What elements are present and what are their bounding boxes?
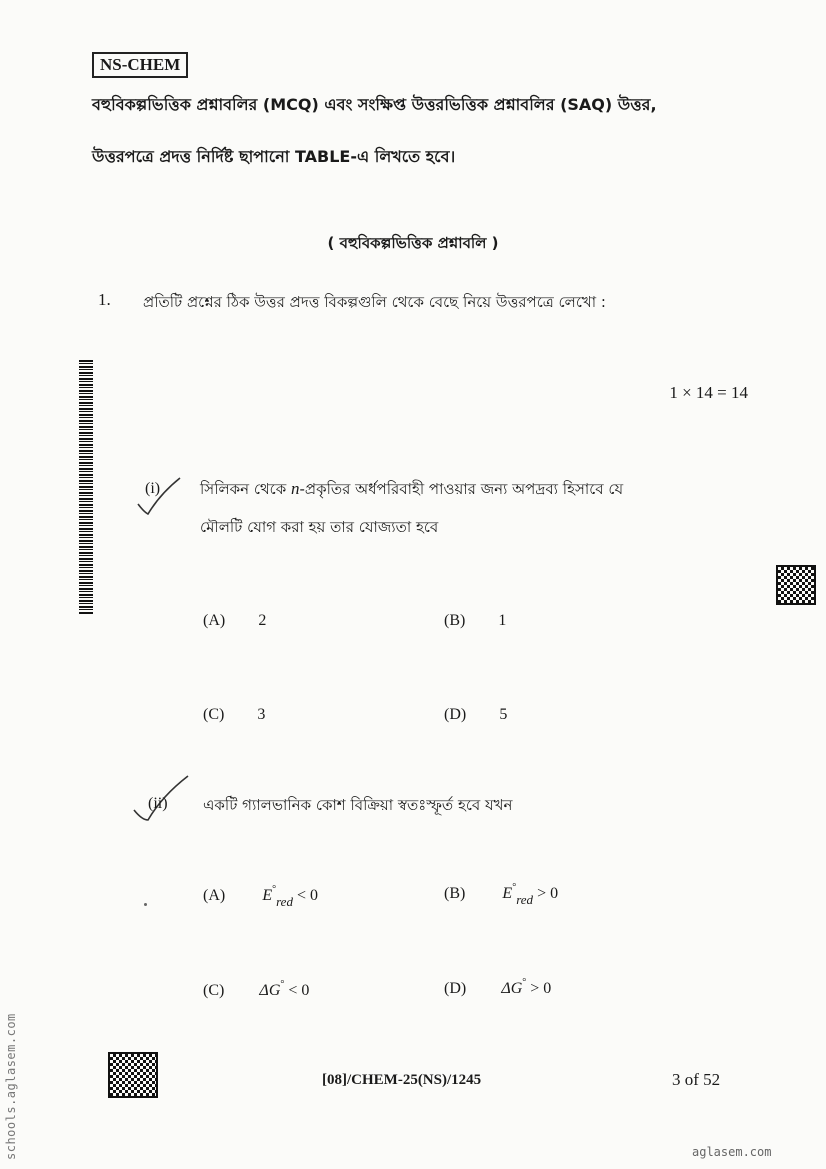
sub-question-label-ii: (ii) <box>148 795 168 812</box>
sub-question-label-i: (i) <box>145 480 161 497</box>
sub-question-i-line-2: মৌলটি যোগ করা হয় তার যোজ্যতা হবে <box>200 518 439 536</box>
watermark-side: schools.aglasem.com <box>4 1013 18 1160</box>
sub-question-ii-text: একটি গ্যালভানিক কোশ বিক্রিয়া স্বতঃস্ফূর্ত হবে যখন <box>203 796 513 814</box>
question-number: 1. <box>98 290 111 309</box>
sub-question-i-line-1: সিলিকন থেকে n-প্রকৃতির অর্ধপরিবাহী পাওয়ার জন্য অপদ্রব্য হিসাবে যে <box>200 479 624 498</box>
option-b[interactable]: (B) 1 <box>444 612 507 629</box>
question-text: প্রতিটি প্রশ্নের ঠিক উত্তর প্রদত্ত বিকল্পগুলি থেকে বেছে নিয়ে উত্তরপত্রে লেখো : <box>143 293 606 311</box>
qr-code-icon <box>776 565 816 605</box>
watermark-bottom: aglasem.com <box>692 1145 772 1159</box>
footer-paper-code: [08]/CHEM-25(NS)/1245 <box>322 1072 482 1088</box>
section-title: ( বহুবিকল্পভিত্তিক প্রশ্নাবলি ) <box>327 234 499 252</box>
marks-distribution: 1 × 14 = 14 <box>669 383 748 402</box>
barcode <box>79 360 93 615</box>
page-number: 3 of 52 <box>672 1070 721 1089</box>
qr-code-icon <box>108 1052 158 1098</box>
option-d[interactable]: (D) ΔG° > 0 <box>444 977 552 997</box>
option-b[interactable]: (B) $E^\circ_{red} > 0$ <box>444 882 559 907</box>
option-d[interactable]: (D) 5 <box>444 706 508 723</box>
option-c[interactable]: (C) ΔG° < 0 <box>203 979 310 999</box>
instruction-line-2: উত্তরপত্রে প্রদত্ত নির্দিষ্ট ছাপানো TABLE-এ লিখতে হবে। <box>92 147 456 166</box>
stray-mark <box>144 903 147 906</box>
option-a[interactable]: (A) $E^\circ_{red} < 0$ <box>203 884 318 909</box>
paper-code-box: NS-CHEM <box>92 52 188 78</box>
option-c[interactable]: (C) 3 <box>203 706 266 723</box>
option-a[interactable]: (A) 2 <box>203 612 267 629</box>
instruction-line-1: বহুবিকল্পভিত্তিক প্রশ্নাবলির (MCQ) এবং সংক্ষিপ্ত উত্তরভিত্তিক প্রশ্নাবলির (SAQ) উত্তর, <box>92 95 657 114</box>
